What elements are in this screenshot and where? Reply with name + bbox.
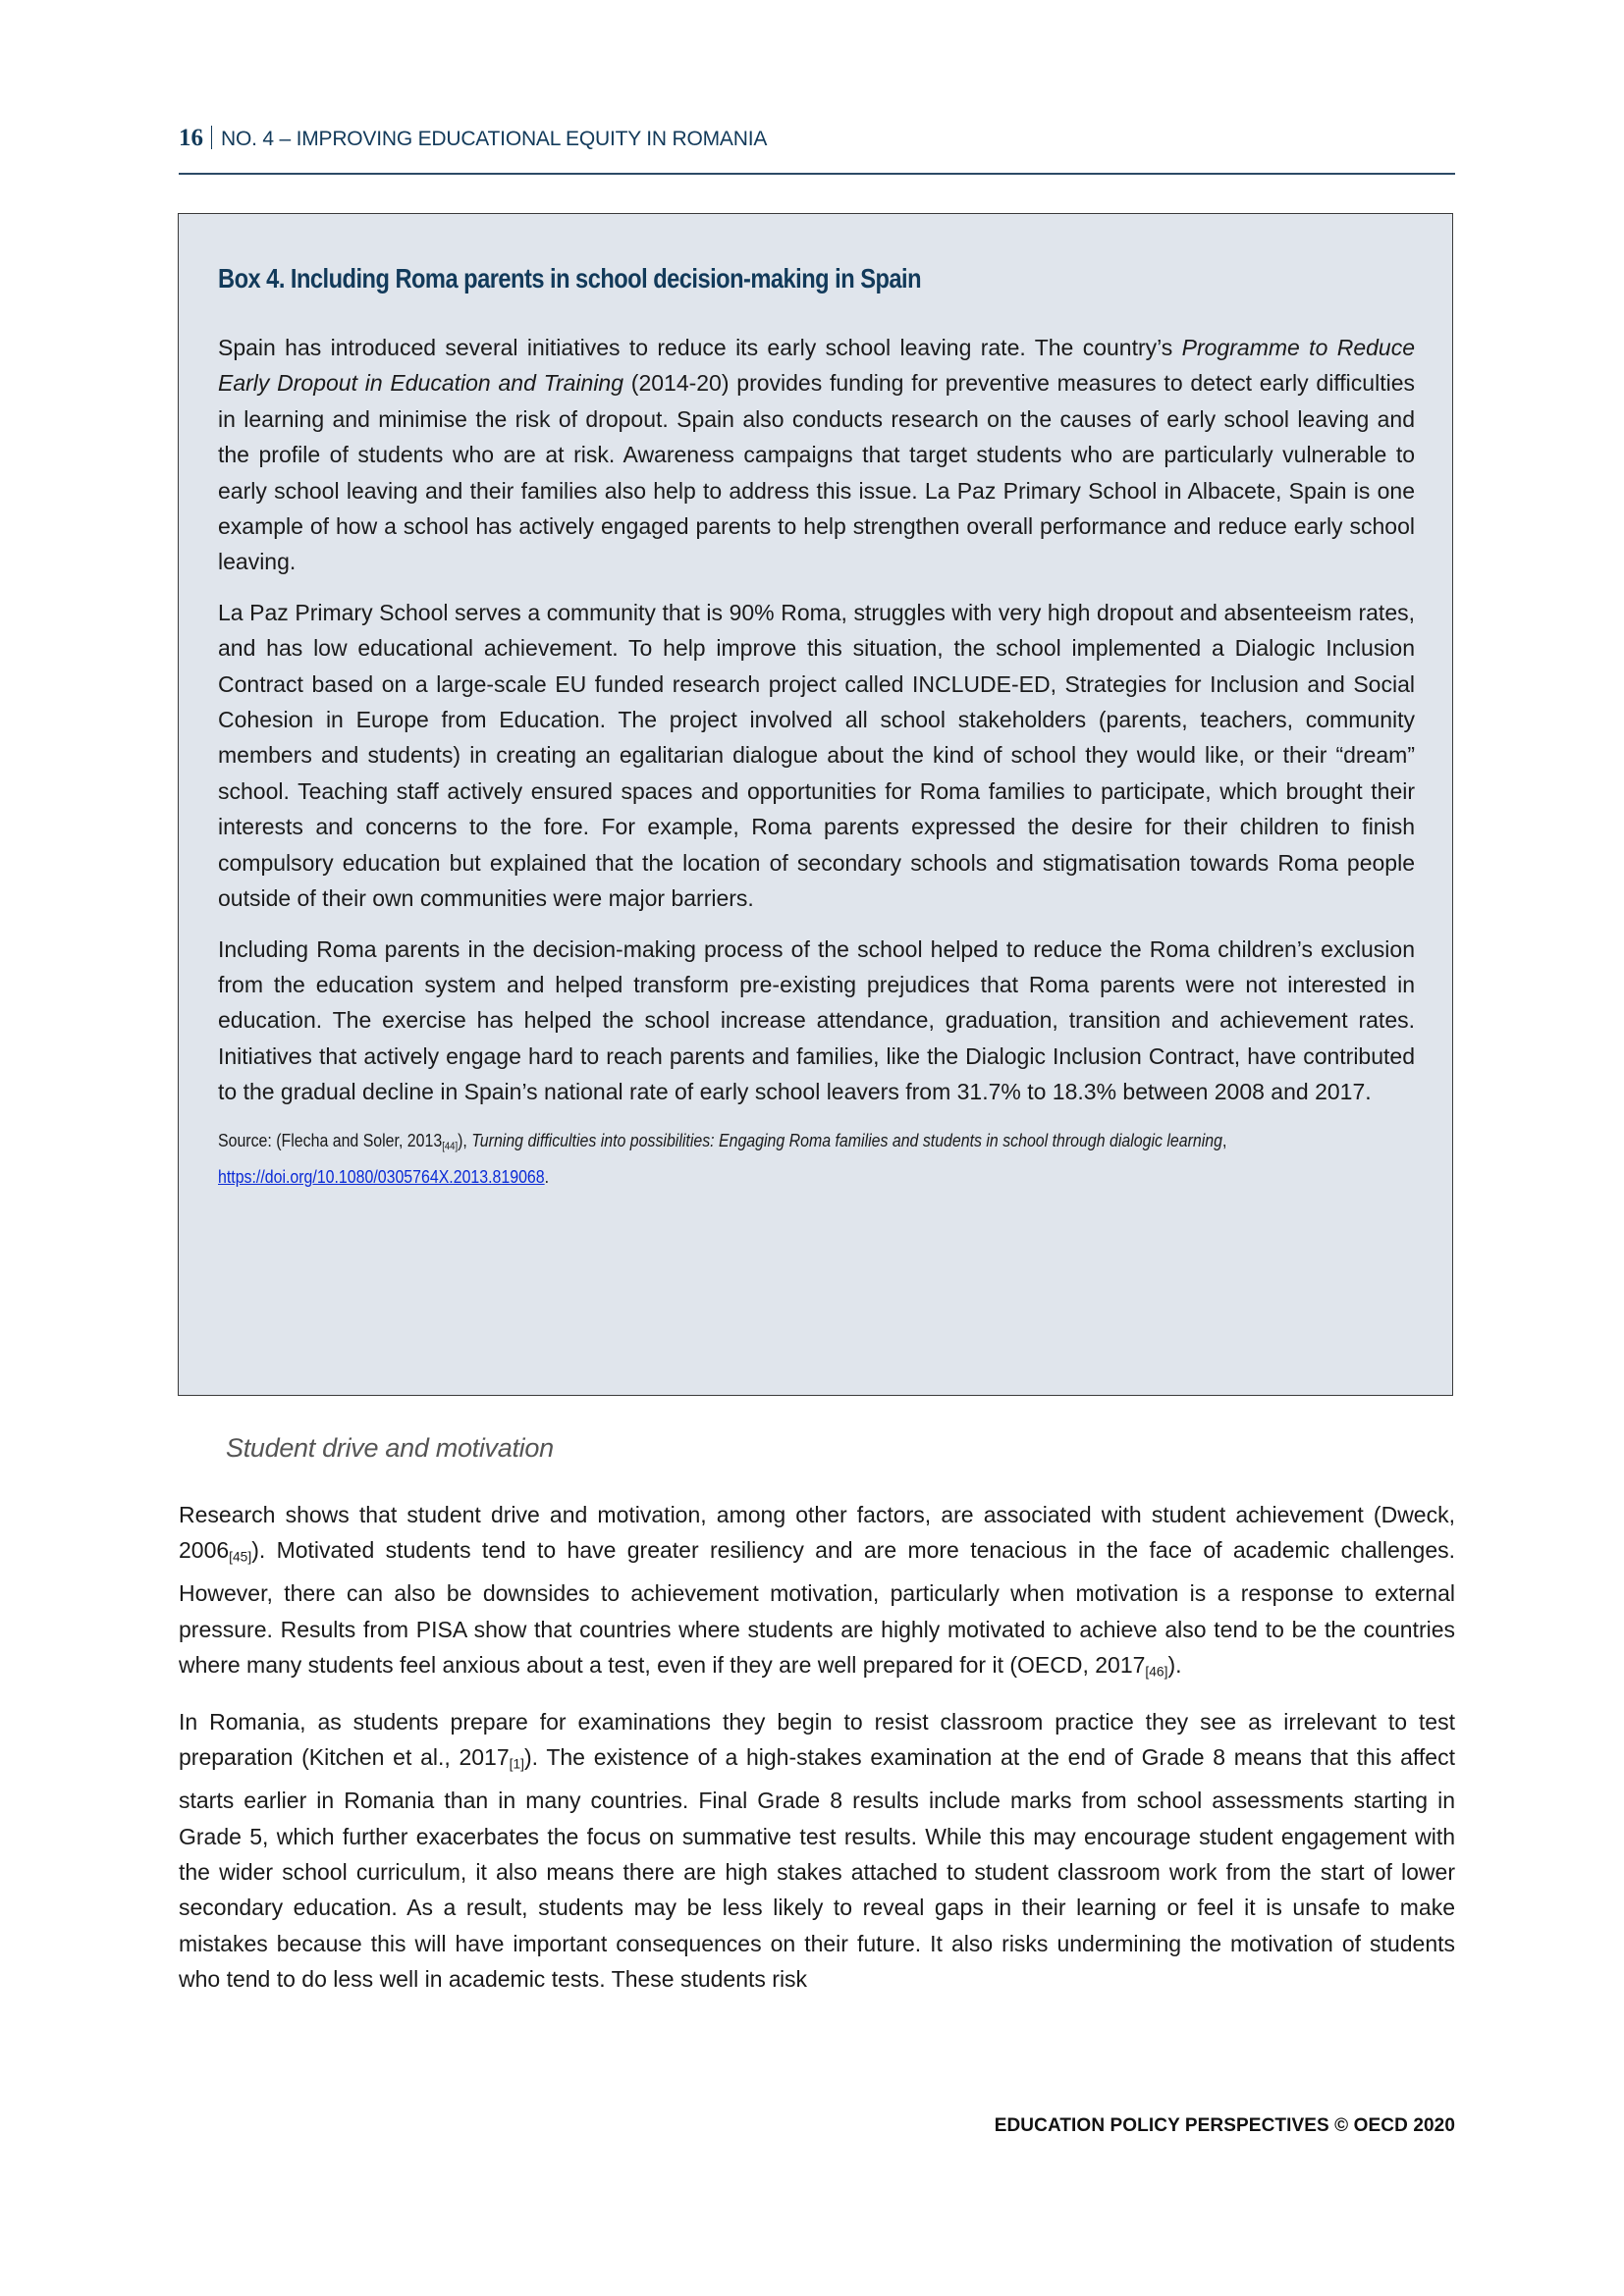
doi-link[interactable]: https://doi.org/10.1080/0305764X.2013.819068: [218, 1166, 545, 1188]
box-title: Box 4. Including Roma parents in school decision-making in Spain: [218, 263, 922, 294]
text-run: ). The existence of a high-stakes examination at the end of Grade 8 means that this affect starts earlier in Romania than in many countries. Final Grade 8 results include marks from school assessments starting in Grade 5, which further exacerbates the focus on summative test results. While this may encourage student engagement with the wider school curriculum, it also means there are high stakes attached to student classroom work from the start of lower secondary education. As a result, students may be less likely to reveal gaps in their learning or feel it is unsafe to make mistakes because this will have important consequences on their future. It also risks undermining the motivation of students who tend to do less well in academic tests. These students risk: [179, 1744, 1455, 1993]
source-note: [218, 1125, 1417, 1193]
text-run: Research shows that student drive and motivation, among other factors, are associated with student achievement (Dweck, 2006: [179, 1502, 1455, 1564]
text-run: ).: [1167, 1652, 1182, 1679]
text-run: .: [544, 1166, 550, 1188]
text-run: ,: [1221, 1129, 1227, 1150]
box-paragraph-2: La Paz Primary School serves a community that is 90% Roma, struggles with very high dropout and absenteeism rates, and has low educational achievement. To help improve this situation, the school implemented a Dialogic Inclusion Contract based on a large-scale EU funded research project called INCLUDE-ED, Strategies for Inclusion and Social Cohesion in Europe from Education. The project involved all school stakeholders (parents, teachers, community members and students) in creating an egalitarian dialogue about the kind of school they would like, or their “dream” school. Teaching staff actively ensured spaces and opportunities for Roma families to participate, which brought their interests and concerns to the fore. For example, Roma parents expressed the desire for their children to finish compulsory education but explained that the location of secondary schools and stigmatisation towards Roma people outside of their own communities were major barriers.: [218, 599, 1415, 912]
reference-marker[interactable]: [1]: [509, 1756, 524, 1772]
body-paragraph-1: [179, 1497, 1455, 1690]
header-rule: [179, 173, 1455, 175]
box-body: [218, 330, 1415, 1192]
reference-marker[interactable]: [46]: [1145, 1664, 1168, 1680]
page-footer: EDUCATION POLICY PERSPECTIVES © OECD 2020: [994, 2115, 1455, 2136]
text-run: ),: [458, 1129, 472, 1150]
running-header: [179, 122, 1455, 161]
box-4: [178, 213, 1453, 1396]
section-subheading: Student drive and motivation: [226, 1433, 554, 1463]
text-run: ). Motivated students tend to have greater resiliency and are more tenacious in the face of academic challenges. However, there can also be downsides to achievement motivation, particularly when motivation is a response to external pressure. Results from PISA show that countries where students are highly motivated to achieve also tend to be the countries where many students feel anxious about a test, even if they are well prepared for it (OECD, 2017: [179, 1537, 1455, 1679]
source-title: Turning difficulties into possibilities: Engaging Roma families and students in school through dialogic learning: [471, 1129, 1222, 1150]
box-paragraph-1: [218, 330, 1415, 580]
text-run: In Romania, as students prepare for examinations they begin to resist classroom practice they see as irrelevant to test preparation (Kitchen et al., 2017: [179, 1708, 1455, 1771]
reference-marker[interactable]: [44]: [442, 1140, 459, 1152]
text-run: (2014-20) provides funding for preventive measures to detect early difficulties in learning and minimise the risk of dropout. Spain also conducts research on the causes of early school leaving and the profile of students who are at risk. Awareness campaigns that target students who are particularly vulnerable to early school leaving and their families also help to address this issue. La Paz Primary School in Albacete, Spain is one example of how a school has actively engaged parents to help strengthen overall performance and reduce early school leaving.: [218, 370, 1415, 575]
text-run: Spain has introduced several initiatives to reduce its early school leaving rate. The country’s: [218, 335, 1182, 360]
page-number: 16: [179, 125, 203, 151]
main-body: [179, 1497, 1455, 2011]
programme-name: Programme to Reduce Early Dropout in Education and Training: [218, 335, 1415, 397]
header-separator: [211, 126, 212, 149]
text-run: Source: (Flecha and Soler, 2013: [218, 1129, 443, 1150]
reference-marker[interactable]: [45]: [229, 1549, 252, 1565]
body-paragraph-2: [179, 1704, 1455, 1998]
box-paragraph-3: Including Roma parents in the decision-making process of the school helped to reduce the Roma children’s exclusion from the education system and helped transform pre-existing prejudices that Roma parents were not interested in education. The exercise has helped the school increase attendance, graduation, transition and achievement rates. Initiatives that actively engage hard to reach parents and families, like the Dialogic Inclusion Contract, have contributed to the gradual decline in Spain’s national rate of early school leavers from 31.7% to 18.3% between 2008 and 2017.: [218, 935, 1415, 1105]
document-title: NO. 4 – IMPROVING EDUCATIONAL EQUITY IN ROMANIA: [221, 128, 768, 150]
